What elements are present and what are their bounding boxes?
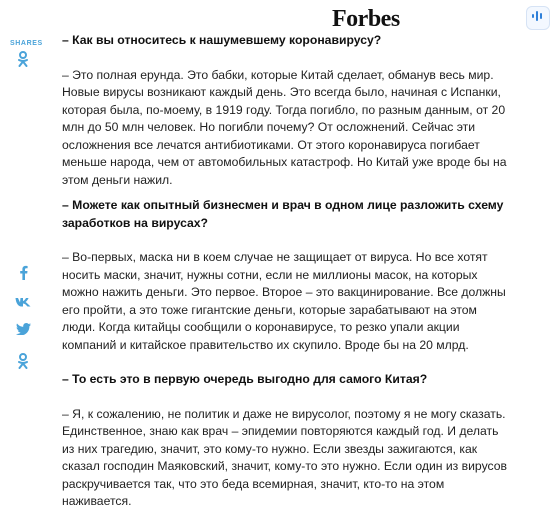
facebook-share-button[interactable]	[14, 266, 32, 284]
forbes-logo[interactable]: Forbes	[332, 6, 400, 32]
odnoklassniki-icon	[17, 51, 29, 72]
twitter-share-button[interactable]	[14, 322, 32, 340]
answer-2: – Во-первых, маска ни в коем случае не защищает от вируса. Но все хотят носить маски, значит, нужны сотни, если не миллионы масок, на которых можно нажить деньги. Это первое. Второе – это вакцинирование. Все должны его пройти, а это тоже гигантские деньги, которые зарабатывают на этом люди. Когда китайцы сообщили о коронавирусе, то резко упали акции компаний и китайское правительство их скупило. Вроде бы на 20 млрд.	[62, 250, 506, 352]
twitter-icon	[16, 322, 31, 340]
audio-button[interactable]	[526, 6, 550, 30]
question-2: – Можете как опытный бизнесмен и врач в одном лице разложить схему заработков на вирусах?	[62, 198, 504, 230]
shares-label: SHARES	[10, 40, 43, 47]
question-3: – То есть это в первую очередь выгодно для самого Китая?	[62, 372, 428, 386]
vk-icon	[15, 294, 31, 312]
vk-share-button[interactable]	[14, 294, 32, 312]
odnoklassniki-icon	[17, 353, 29, 374]
odnoklassniki-share-button-2[interactable]	[14, 354, 32, 372]
odnoklassniki-share-button[interactable]	[14, 52, 32, 70]
question-1: – Как вы относитесь к нашумевшему коронавирусу?	[62, 33, 382, 47]
site-header	[0, 0, 552, 36]
article-body	[62, 32, 512, 511]
audio-wave-icon	[531, 9, 545, 27]
answer-1: – Это полная ерунда. Это бабки, которые Китай сделает, обманув весь мир. Новые вирусы возникают каждый день. Это всегда было, начиная с Испанки, которая была, по-моему, в 1919 году. Тогда погибло, по разным данным, от 20 млн до 50 млн человек. Но погибли почему? От осложнений. Сейчас эти осложнения все лечатся антибиотиками. От этого коронавируса погибает меньше народа, чем от автомобильных катастроф. Но Китай уже вроде бы на этом деньги нажил.	[62, 67, 507, 187]
facebook-icon	[19, 265, 28, 285]
answer-3: – Я, к сожалению, не политик и даже не вирусолог, поэтому я не могу сказать. Единственное, знаю как врач – эпидемии повторяются каждый год. И делать из них трагедию, значит, это кому-то нужно. Если звезды зажигаются, как сказал господин Маяковский, значит, кому-то это нужно. Если один из вирусов раскручивается так, что это беда всемирная, значит, кто-то на этом наживается.	[62, 406, 508, 508]
